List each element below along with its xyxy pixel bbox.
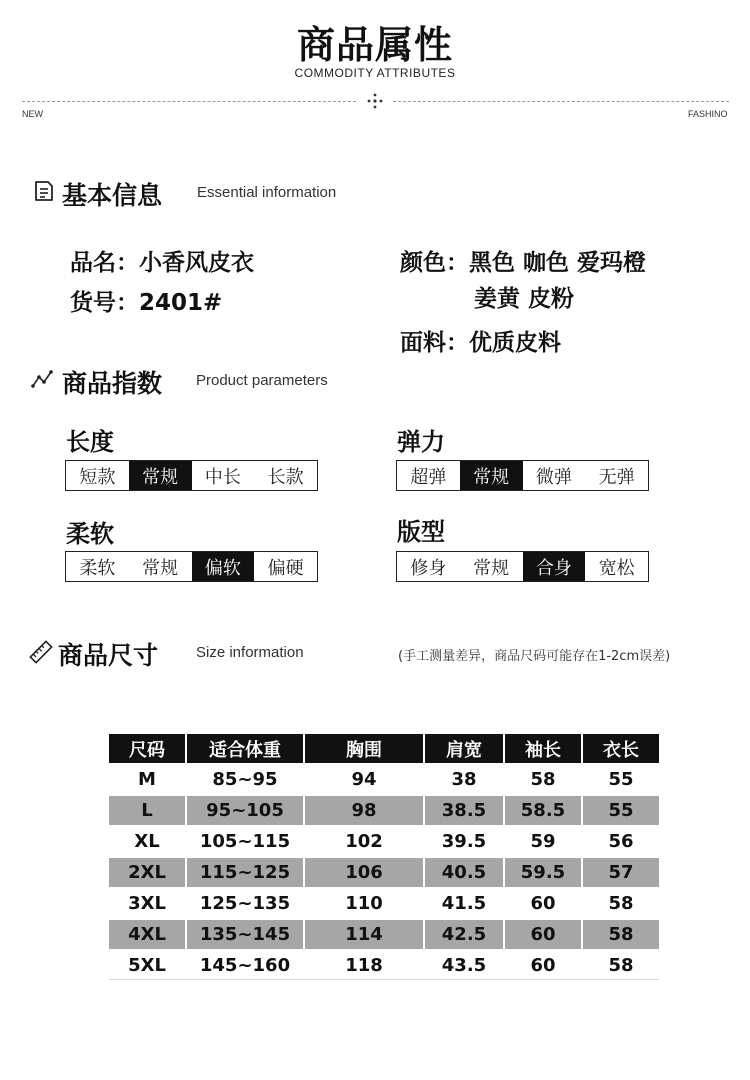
param-option: 偏硬 (267, 557, 304, 579)
table-cell: 55 (583, 796, 659, 825)
table-cell: 115~125 (187, 858, 303, 887)
params-subtitle: Product parameters (196, 372, 328, 389)
table-cell: 59.5 (505, 858, 581, 887)
table-row (109, 889, 659, 918)
table-cell: 105~115 (199, 831, 291, 852)
table-cell: XL (134, 831, 160, 852)
table-cell: 2XL (109, 858, 185, 887)
column-header: 尺码 (109, 734, 185, 763)
param-label-length: 长度 (66, 428, 114, 456)
fabric: 面料：优质皮料 (400, 330, 561, 356)
param-option: 常规 (473, 557, 510, 579)
divider-right (393, 101, 729, 102)
table-cell: 125~135 (199, 893, 291, 914)
param-option: 常规 (142, 557, 179, 579)
param-option-selected: 常规 (460, 461, 523, 490)
table-cell: 114 (305, 920, 423, 949)
table-cell: 85~95 (212, 769, 278, 790)
product-name: 品名：小香风皮衣 (70, 250, 254, 276)
table-cell: 135~145 (187, 920, 303, 949)
table-bottom-rule (109, 979, 659, 980)
param-bar-softness (65, 551, 318, 582)
table-cell: 145~160 (199, 955, 291, 976)
table-cell: 57 (583, 858, 659, 887)
param-option-selected: 偏软 (192, 552, 255, 581)
param-bar-length (65, 460, 318, 491)
table-cell: 94 (351, 769, 377, 790)
measurement-note: (手工测量差异，商品尺码可能存在1-2cm误差) (398, 649, 671, 664)
table-cell: 98 (305, 796, 423, 825)
table-cell: 38 (451, 769, 477, 790)
table-cell: 60 (530, 955, 556, 976)
basic-info-title: 基本信息 (62, 181, 163, 210)
ruler-icon (29, 640, 53, 664)
table-cell: 58.5 (505, 796, 581, 825)
param-option: 无弹 (598, 466, 635, 488)
color-list: 颜色：黑色 咖色 爱玛橙 (400, 250, 647, 276)
table-cell: 3XL (128, 893, 166, 914)
param-bar-elasticity (396, 460, 649, 491)
param-option: 长款 (267, 466, 304, 488)
page-subtitle: COMMODITY ATTRIBUTES (294, 66, 456, 80)
basic-info-subtitle: Essential information (197, 184, 337, 201)
param-bar-fit (396, 551, 649, 582)
crosshair-ornament-icon (367, 93, 383, 109)
tag-new: NEW (22, 109, 43, 119)
table-cell: 58 (530, 769, 556, 790)
table-cell: 118 (345, 955, 383, 976)
param-option: 超弹 (410, 466, 447, 488)
table-cell: 43.5 (441, 955, 487, 976)
table-row (109, 858, 659, 887)
param-option: 修身 (410, 557, 447, 579)
column-header: 胸围 (305, 734, 423, 763)
table-row (109, 920, 659, 949)
param-option: 短款 (79, 466, 116, 488)
param-option: 中长 (204, 466, 241, 488)
param-option: 柔软 (79, 557, 116, 579)
table-cell: M (138, 769, 156, 790)
param-label-fit: 版型 (397, 518, 445, 546)
table-cell: 5XL (128, 955, 166, 976)
table-cell: 40.5 (425, 858, 503, 887)
table-cell: 102 (345, 831, 383, 852)
size-title: 商品尺寸 (58, 641, 159, 670)
trend-line-icon (31, 368, 53, 390)
table-cell: 60 (505, 920, 581, 949)
param-label-elasticity: 弹力 (397, 428, 445, 456)
column-header: 适合体重 (187, 734, 303, 763)
column-header: 袖长 (505, 734, 581, 763)
table-cell: 39.5 (441, 831, 487, 852)
table-cell: 58 (608, 955, 634, 976)
param-option-selected: 常规 (129, 461, 192, 490)
table-row (109, 765, 659, 794)
page-title: 商品属性 (296, 23, 453, 67)
table-cell: 42.5 (425, 920, 503, 949)
color-list-continued: 姜黄 皮粉 (474, 286, 575, 312)
param-option: 宽松 (598, 557, 635, 579)
table-cell: 106 (305, 858, 423, 887)
param-label-softness: 柔软 (66, 520, 114, 548)
table-cell: 110 (345, 893, 383, 914)
column-header: 衣长 (583, 734, 659, 763)
tag-fashino: FASHINO (688, 109, 728, 119)
table-cell: 41.5 (441, 893, 487, 914)
params-title: 商品指数 (62, 369, 163, 398)
table-cell: 56 (608, 831, 634, 852)
param-option: 微弹 (535, 466, 572, 488)
table-cell: 58 (608, 893, 634, 914)
param-option-selected: 合身 (523, 552, 586, 581)
item-number: 货号：2401# (70, 290, 223, 316)
table-row (109, 827, 659, 856)
table-cell: 60 (530, 893, 556, 914)
table-cell: 95~105 (187, 796, 303, 825)
table-cell: 58 (583, 920, 659, 949)
table-cell: 38.5 (425, 796, 503, 825)
size-subtitle: Size information (196, 644, 304, 661)
column-header: 肩宽 (425, 734, 503, 763)
table-cell: 4XL (109, 920, 185, 949)
table-row (109, 951, 659, 980)
divider-left (22, 101, 356, 102)
size-table (107, 732, 661, 982)
table-cell: L (109, 796, 185, 825)
table-cell: 59 (530, 831, 556, 852)
table-cell: 55 (608, 769, 634, 790)
table-row (109, 796, 659, 825)
document-icon (33, 180, 55, 202)
table-header-row (109, 734, 659, 763)
